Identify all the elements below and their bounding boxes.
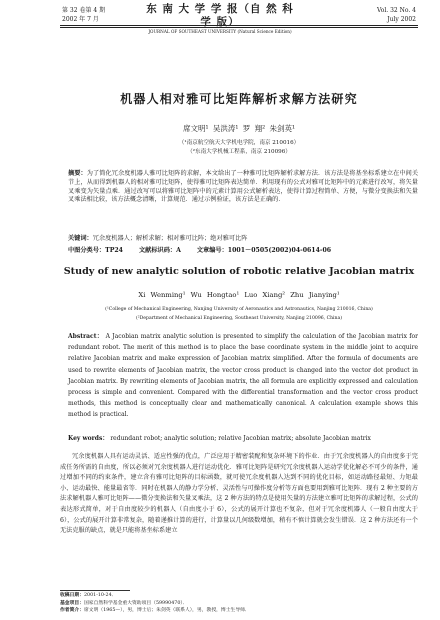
journal-name-en: JOURNAL OF SOUTHEAST UNIVERSITY (Natural Science Edition) — [148, 29, 292, 34]
keywords-cn — [68, 233, 418, 242]
footnote-rule — [60, 590, 130, 591]
header-rule-thin — [60, 27, 418, 28]
affiliation-cn-1: （¹南京航空航天大学机电学院，南京 210016） — [178, 140, 300, 146]
header-volume-info-en — [344, 7, 416, 24]
footnote-author — [60, 607, 418, 615]
document-code: 文献标识码：A — [138, 247, 181, 254]
footnote-author-label: 作者简介： — [60, 607, 84, 613]
abstract-en-text: A Jacobian matrix analytic solution is presented to simplify the calculation of the Jacobian matrix for redundant robot. The merit of this method is to place the base coordinate system in the middle joint to acquire relative Jacobian matrix and make expression of Jacobian matrix simplified. After the formula of documents are used to rewrite elements of Jacobian matrix, the vector cross product is changed into the vector dot product in Jacobian matrix. By rewriting elements of Jacobian matrix, the all formula are explicitly expressed and calculation process is simple and convenient. Compared with the differential transformation and the vector cross product methods, this method is conceptually clear and mathematically canonical. A calculation example shows this method is practical. — [68, 333, 418, 419]
clc-number: 中图分类号：TP24 — [68, 247, 123, 254]
footnote-received-text: 2001-10-24． — [84, 593, 117, 598]
footnote-fund — [60, 600, 418, 608]
header-volume-info — [62, 7, 105, 24]
header-date-en: July 2002 — [387, 15, 416, 23]
affiliation-en-2: (²Department of Mechanical Engineering, Southeast University, Nanjing 210096, China) — [135, 315, 343, 321]
header-rule-thick — [60, 25, 418, 26]
footnote-fund-text: 国家自然科学基金重大资助项目（59990470）． — [84, 600, 188, 606]
footnote-received-label: 收稿日期： — [60, 592, 84, 598]
abstract-cn — [68, 170, 418, 205]
footnotes — [60, 592, 418, 615]
paper-title-cn: 机器人相对雅可比矩阵解析求解方法研究 — [120, 92, 358, 106]
keywords-cn-text: 冗余度机器人；解析求解；相对雅可比阵；绝对雅可比阵 — [92, 235, 248, 242]
header-date-cn: 2002 年 7 月 — [62, 15, 99, 23]
article-number: 文章编号：1001－0505(2002)04-0614-06 — [196, 247, 332, 254]
affiliation-cn-2: （²东南大学机械工程系，南京 210096） — [187, 149, 291, 155]
affiliation-en-1: (¹College of Mechanical Engineering, Nanjing University of Aeronautics and Astronautics, Nanjing 210016, China) — [105, 307, 373, 312]
header-volume: 第 32 卷第 4 期 — [62, 7, 106, 14]
abstract-en — [68, 331, 418, 421]
keywords-en-label: Key words： — [68, 435, 109, 442]
paper-title-en: Study of new analytic solution of robotic relative Jacobian matrix — [63, 266, 415, 277]
keywords-en-text: redundant robot; analytic solution; relative Jacobian matrix; absolute Jacobian matrix — [110, 435, 371, 442]
body-paragraph: 冗余度机器人具有运动灵活、适应性强的优点，广泛应用于精密装配和复杂环境下的作业．由于冗余度机器人的自由度多于完成任务所需的自由度，所以必须对冗余度机器人进行运动优化．雅可比矩阵是研究冗余度机器人运动学优化解必不可少的条件，通过增加不同的约束条件，建立含有雅可比矩阵的目标函数，就可使冗余度机器人达到不同的优化目标，如运动路径最短、力矩最小、运动最快、能量最省等．同时在机器人的静力学分析、灵活性与可操作度分析等方面也要用到雅可比矩阵．现有 2 种主要的方法求解机器人雅可比矩阵——微分变换法和矢量叉乘法，这 2 种方法的特点是使用矢量的方法建立雅可比矩阵的求解过程，公式的表达形式简单，对于自由度较少的机器人（自由度小于 6），公式的展开计算也不复杂，但对于冗余度机器人（一般自由度大于 6），公式的展开计算非常复杂，随着递推计算的进行，计算量以几何级数增加，稍有不慎计算就会发生错误．这 2 种方法还有一个无法克服的缺点，就是只能将基坐标系建立 — [60, 453, 418, 535]
footnote-fund-label: 基金项目： — [60, 599, 84, 606]
affiliations-en — [60, 306, 418, 323]
classification-line — [68, 245, 418, 254]
keywords-en — [68, 433, 418, 442]
footnote-received — [60, 592, 418, 600]
journal-masthead — [140, 3, 300, 35]
header-volume-en: Vol. 32 No. 4 — [376, 7, 416, 14]
journal-name-cn: 东 南 大 学 学 报（自 然 科 学 版） — [146, 3, 294, 28]
abstract-en-label: Abstract： — [68, 333, 104, 340]
authors-en: Xi Wenming¹ Wu Hongtao¹ Luo Xiang² Zhu Jianying¹ — [138, 291, 340, 299]
abstract-cn-label: 摘要： — [68, 170, 87, 177]
footnote-author-text: 席文明（1965—），男，博士后；朱剑英（联系人），男，教授，博士生导师． — [84, 608, 250, 613]
abstract-cn-text: 为了简化冗余度机器人雅可比矩阵的求解，本文给出了一种雅可比矩阵解析求解方法．该方法是将基坐标系建立在中间关节上，从而得到机器人的相对雅可比矩阵，使得雅可比矩阵表达简单．利用现有的公式对雅可比矩阵中的元素进行改写，将矢量叉乘变为矢量点乘．通过改写可以将雅可比矩阵中的元素计算用公式解析表达，使得计算过程简单、方便，与微分变换法和矢量叉乘法相比较，该方法概念清晰，计算规范．通过示例验证，该方法是正确的． — [68, 170, 419, 204]
affiliations-cn — [60, 139, 418, 157]
authors-cn: 席文明¹ 吴洪涛¹ 罗 翔² 朱剑英¹ — [182, 124, 296, 133]
keywords-cn-label: 关键词： — [68, 235, 93, 242]
